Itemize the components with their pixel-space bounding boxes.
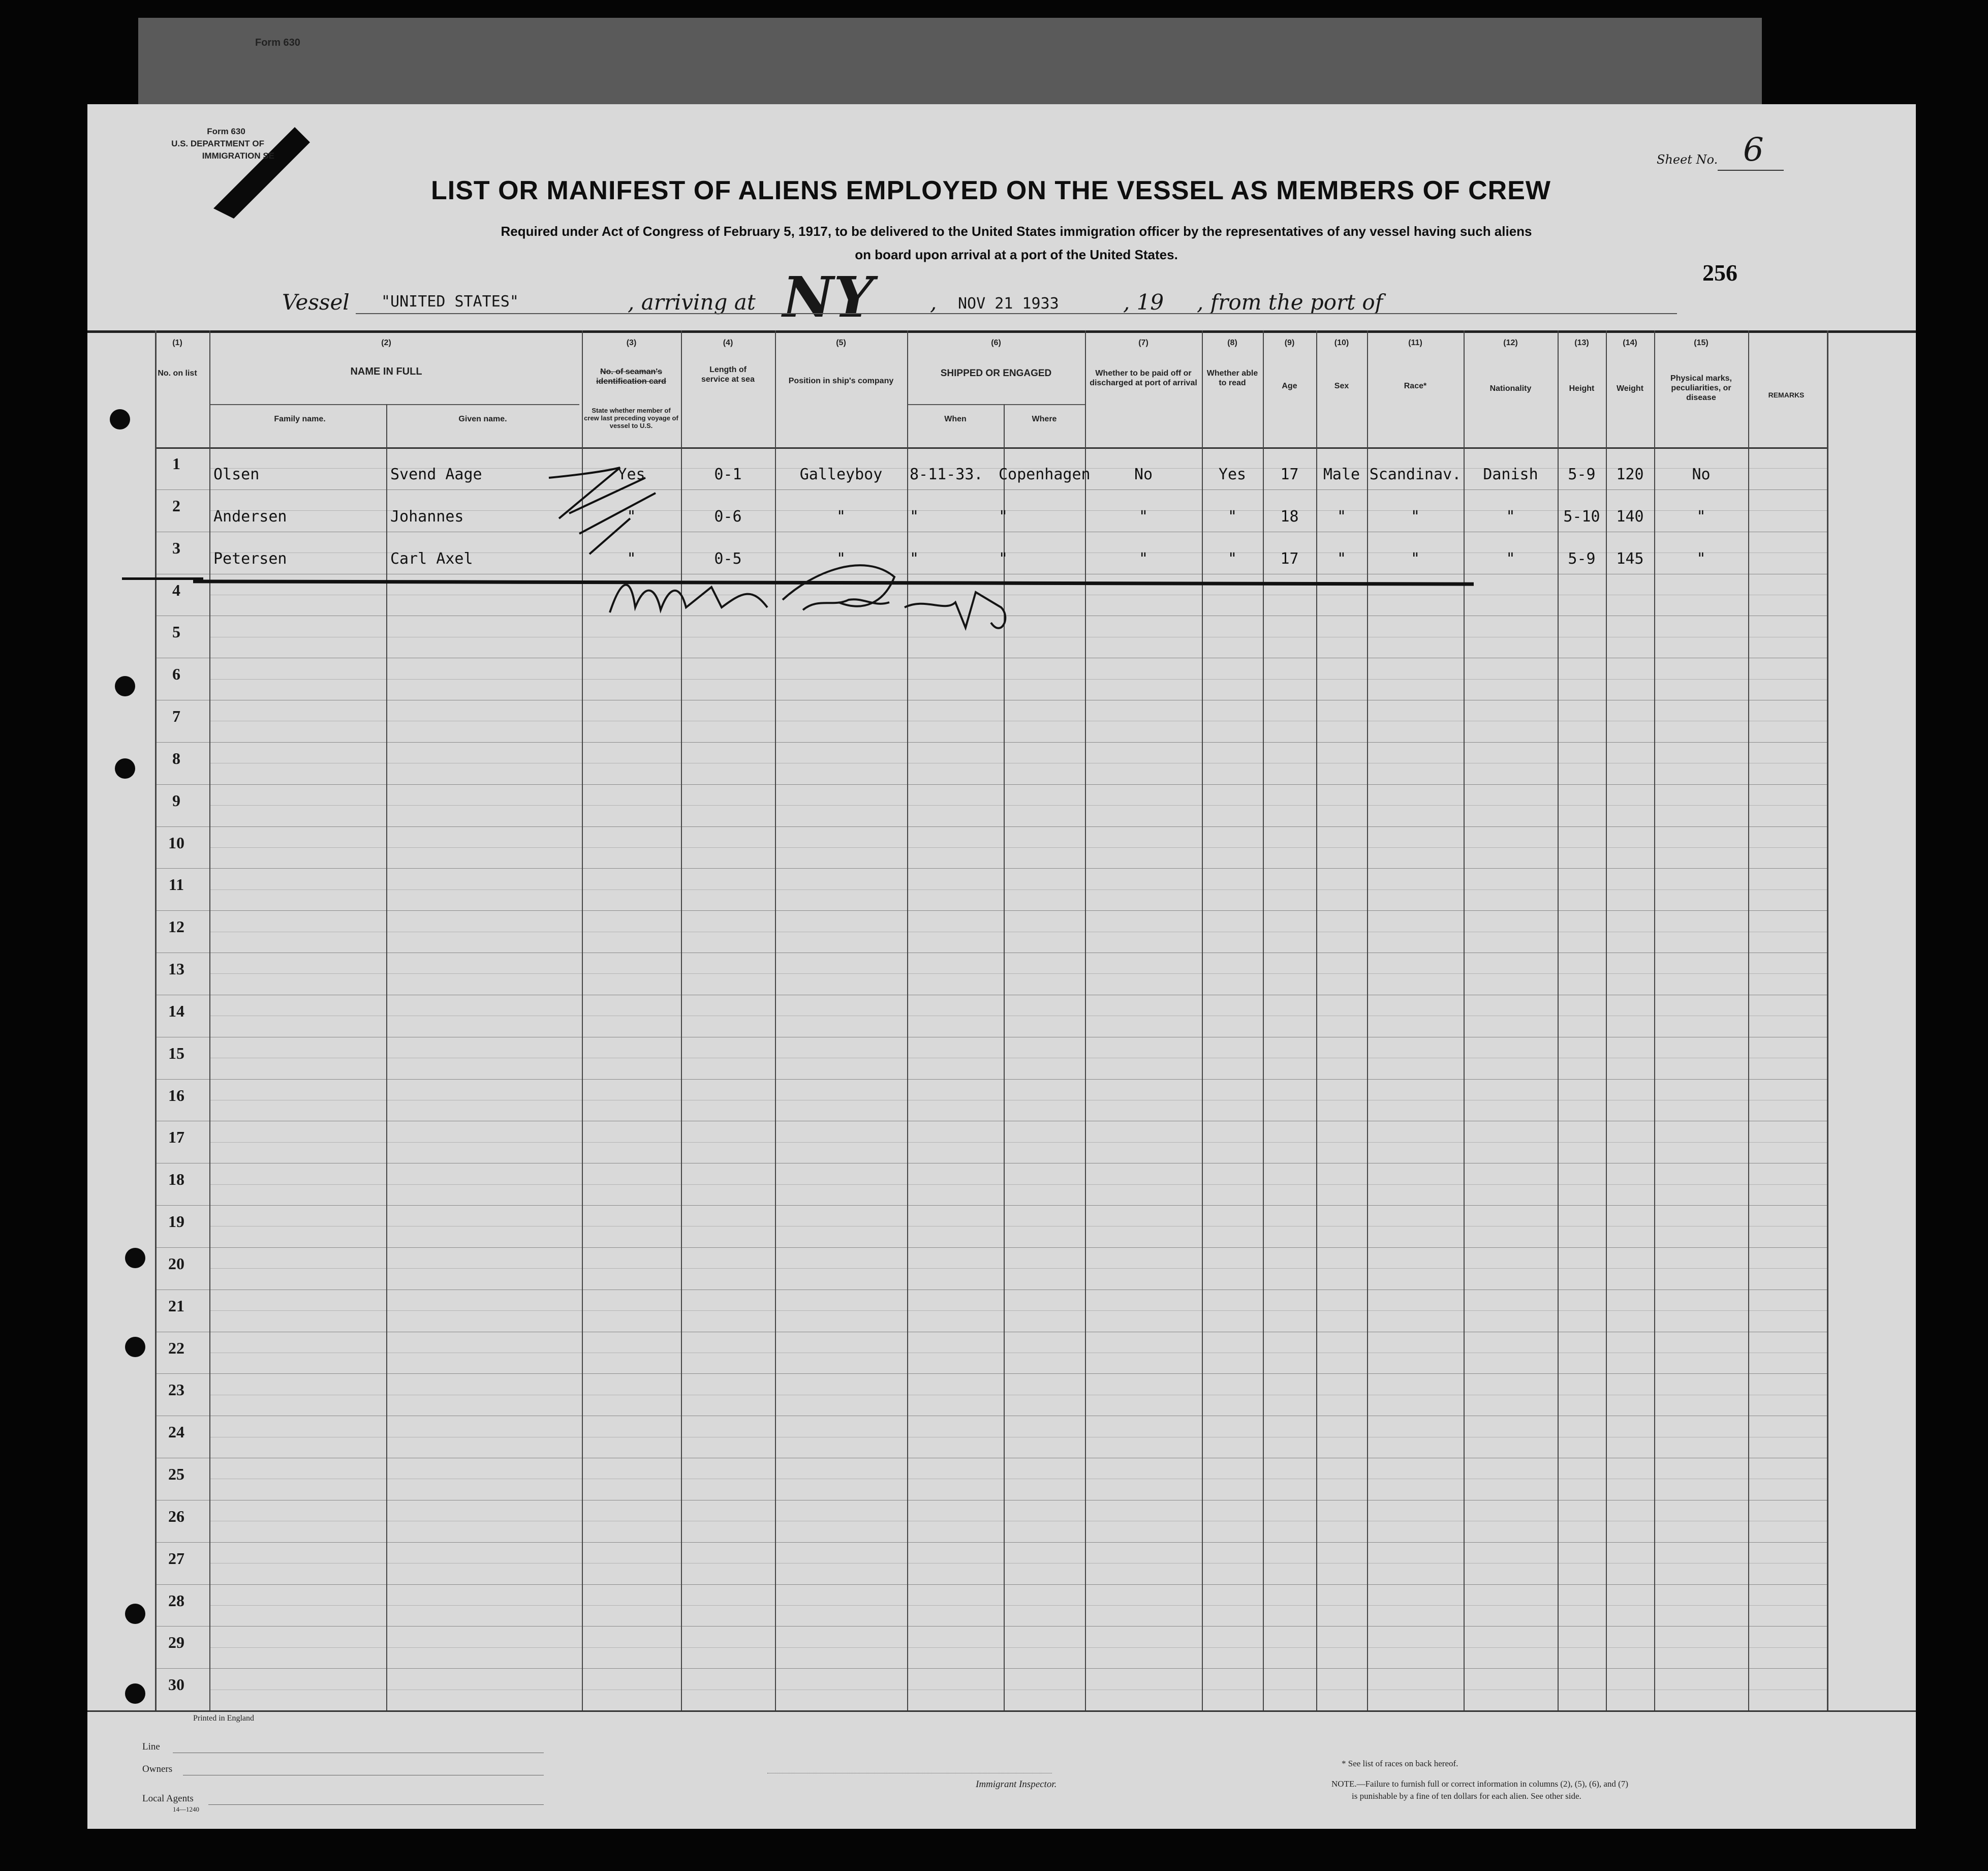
able-to-read-cell: Yes [1218, 466, 1247, 483]
row-divider [155, 826, 1827, 827]
form-number: Form 630 [207, 127, 245, 136]
weight-cell: 145 [1616, 550, 1644, 568]
line-number: 20 [168, 1254, 184, 1273]
col6-where-header: Where [1032, 415, 1057, 423]
col8-number: (8) [1227, 339, 1237, 347]
race-note: * See list of races on back hereof. [1342, 1759, 1458, 1768]
col2-given-header: Given name. [458, 415, 507, 423]
form-subtitle-2: on board upon arrival at a port of the United States. [855, 247, 1178, 262]
column-divider [1606, 330, 1607, 1710]
line-number: 19 [168, 1212, 184, 1231]
age-cell: 17 [1280, 466, 1299, 483]
line-number: 8 [172, 749, 180, 768]
line-number: 13 [168, 960, 184, 978]
row-half-rule [209, 1268, 1827, 1269]
able-to-read-cell: " [1227, 550, 1237, 568]
given-name-cell: Johannes [390, 508, 464, 526]
row-divider [155, 1079, 1827, 1080]
row-half-rule [209, 1310, 1827, 1311]
col10-number: (10) [1334, 339, 1349, 347]
length-of-service-cell: 0-6 [714, 508, 742, 526]
col6-number: (6) [991, 339, 1001, 347]
paid-off-cell: " [1138, 550, 1148, 568]
height-cell: 5-10 [1563, 508, 1600, 526]
row-divider [155, 742, 1827, 743]
form-code: 14—1240 [173, 1805, 199, 1813]
given-name-cell: Svend Aage [390, 466, 482, 483]
col12-number: (12) [1503, 339, 1518, 347]
row-divider [155, 1247, 1827, 1248]
line-number: 15 [168, 1044, 184, 1062]
race-cell: Scandinav. [1369, 466, 1462, 483]
line-number: 29 [168, 1633, 184, 1651]
physical-marks-cell: " [1696, 508, 1706, 526]
given-name-cell: Carl Axel [390, 550, 473, 568]
service-label: IMMIGRATION SE [202, 151, 274, 161]
physical-marks-cell: No [1692, 466, 1711, 483]
age-cell: 18 [1280, 508, 1299, 526]
family-name-cell: Olsen [213, 466, 260, 483]
column-divider [1464, 330, 1465, 1710]
line-number: 4 [172, 581, 180, 599]
column-divider [681, 330, 682, 1710]
column-divider [1558, 330, 1559, 1710]
row-half-rule [209, 1647, 1827, 1648]
header-bottom-border [155, 447, 1827, 449]
row-divider [155, 1542, 1827, 1543]
column-divider [1316, 330, 1317, 1710]
race-cell: " [1410, 508, 1420, 526]
col4-header: Length of service at sea [701, 365, 755, 384]
penalty-note-2: is punishable by a fine of ten dollars for each alien. See other side. [1352, 1791, 1581, 1801]
arrival-date: NOV 21 1933 [958, 295, 1059, 313]
row-divider [155, 868, 1827, 869]
line-number: 11 [168, 875, 184, 894]
able-to-read-cell: " [1227, 508, 1237, 526]
col9-number: (9) [1284, 339, 1295, 347]
col6-when-header: When [944, 415, 967, 423]
col7-header: Whether to be paid off or discharged at port of arrival [1090, 369, 1197, 387]
year-label: , 19 [1123, 290, 1164, 315]
printed-in-label: Printed in England [193, 1714, 254, 1723]
col3-number: (3) [626, 339, 637, 347]
nationality-cell: Danish [1483, 466, 1538, 483]
shipped-where-cell: " [999, 550, 1008, 568]
line-number: 7 [172, 707, 180, 725]
column-divider [1748, 330, 1749, 1710]
line-number: 12 [168, 917, 184, 936]
line-number: 30 [168, 1675, 184, 1694]
row-divider [155, 1668, 1827, 1669]
paid-off-cell: " [1138, 508, 1148, 526]
col2-family-header: Family name. [274, 415, 326, 423]
line-number: 24 [168, 1423, 184, 1441]
col5-header: Position in ship's company [788, 377, 894, 385]
row-half-rule [209, 1142, 1827, 1143]
name-subheader-line [209, 404, 579, 405]
col13-number: (13) [1574, 339, 1589, 347]
remarks-header: REMARKS [1768, 391, 1805, 399]
previous-voyage-cell: Yes [617, 466, 645, 483]
sheet-label: Sheet No. [1657, 152, 1718, 167]
row-half-rule [209, 973, 1827, 974]
col3-header: State whether member of crew last preceding voyage of vessel to U.S. [584, 407, 678, 430]
height-cell: 5-9 [1568, 466, 1596, 483]
shipped-when-cell: " [910, 550, 919, 568]
column-divider [907, 330, 908, 1710]
col14-header: Weight [1616, 384, 1644, 393]
line-number: 2 [172, 497, 180, 515]
row-half-rule [209, 679, 1827, 680]
line-number: 10 [168, 834, 184, 852]
column-divider [1367, 330, 1368, 1710]
column-divider [1654, 330, 1655, 1710]
handwritten-check-marks [539, 457, 671, 559]
line-number: 3 [172, 539, 180, 557]
family-name-cell: Petersen [213, 550, 287, 568]
column-divider [1202, 330, 1203, 1710]
shipped-when-cell: " [910, 508, 919, 526]
line-number: 6 [172, 665, 180, 683]
column-divider [1085, 330, 1086, 1710]
sex-cell: Male [1323, 466, 1360, 483]
nationality-cell: " [1506, 508, 1515, 526]
position-cell: Galleyboy [799, 466, 883, 483]
column-divider [1263, 330, 1264, 1710]
arriving-label: , arriving at [628, 290, 756, 315]
col1-header: No. on list [158, 369, 197, 378]
line-number: 16 [168, 1086, 184, 1105]
shipped-where-cell: Copenhagen [999, 466, 1091, 483]
col7-number: (7) [1138, 339, 1148, 347]
row-divider [155, 1584, 1827, 1585]
physical-marks-cell: " [1696, 550, 1706, 568]
row-divider [155, 1205, 1827, 1206]
vessel-name: "UNITED STATES" [381, 293, 519, 311]
sex-cell: " [1337, 550, 1347, 568]
row-divider [155, 784, 1827, 785]
age-cell: 17 [1280, 550, 1299, 568]
col14-number: (14) [1623, 339, 1637, 347]
sex-cell: " [1337, 508, 1347, 526]
col13-header: Height [1569, 384, 1595, 393]
line-number: 23 [168, 1381, 184, 1399]
col8-header: Whether able to read [1206, 369, 1258, 387]
row-divider [155, 910, 1827, 911]
agents-underline [208, 1804, 544, 1805]
shipped-subheader-line [907, 404, 1085, 405]
line-number: 5 [172, 623, 180, 641]
line-number: 25 [168, 1465, 184, 1483]
column-divider [209, 330, 210, 1710]
row-divider [155, 489, 1827, 490]
local-agents-label: Local Agents [142, 1793, 194, 1804]
length-of-service-cell: 0-1 [714, 466, 742, 483]
column-divider [1827, 330, 1828, 1710]
weight-cell: 140 [1616, 508, 1644, 526]
col11-header: Race* [1404, 382, 1427, 390]
col3-struck-header: No. of seaman's identification card [596, 367, 666, 386]
position-cell: " [836, 550, 846, 568]
col11-number: (11) [1408, 339, 1422, 347]
col15-header: Physical marks, peculiarities, or disease [1670, 374, 1732, 402]
previous-voyage-cell: " [627, 508, 636, 526]
weight-cell: 120 [1616, 466, 1644, 483]
shipped-where-cell: " [999, 508, 1008, 526]
line-number: 17 [168, 1128, 184, 1146]
form-subtitle-1: Required under Act of Congress of February 5, 1917, to be delivered to the United States immigration officer by the representatives of any vessel having such aliens [501, 224, 1532, 239]
column-divider [775, 330, 776, 1710]
form-title: LIST OR MANIFEST OF ALIENS EMPLOYED ON THE VESSEL AS MEMBERS OF CREW [431, 176, 1551, 205]
previous-voyage-cell: " [627, 550, 636, 568]
table-top-border [87, 330, 1916, 333]
shipped-when-cell: 8-11-33. [910, 466, 983, 483]
line-number: 28 [168, 1591, 184, 1610]
arriving-port: NY [783, 264, 874, 330]
col5-number: (5) [836, 339, 846, 347]
line-number: 18 [168, 1170, 184, 1188]
date-separator: , [930, 290, 937, 315]
column-divider [386, 404, 387, 1710]
line-number: 9 [172, 791, 180, 810]
line-number: 21 [168, 1297, 184, 1315]
col15-number: (15) [1694, 339, 1709, 347]
owners-label: Owners [142, 1764, 173, 1774]
row-half-rule [209, 805, 1827, 806]
row-divider [155, 1626, 1827, 1627]
line-label: Line [142, 1741, 160, 1752]
race-cell: " [1410, 550, 1420, 568]
from-port-label: , from the port of [1197, 290, 1383, 315]
col2-header: NAME IN FULL [350, 366, 422, 377]
row-half-rule [209, 847, 1827, 848]
page-number: 256 [1702, 260, 1737, 286]
length-of-service-cell: 0-5 [714, 550, 742, 568]
handwritten-signature [600, 551, 1037, 643]
col6-header: SHIPPED OR ENGAGED [940, 368, 1052, 379]
sheet-number: 6 [1743, 131, 1764, 169]
row-half-rule [209, 1605, 1827, 1606]
nationality-cell: " [1506, 550, 1515, 568]
penalty-note-1: NOTE.—Failure to furnish full or correct information in columns (2), (5), (6), and (7) [1331, 1779, 1628, 1789]
end-of-list-strike-left [122, 577, 203, 580]
col2-number: (2) [381, 339, 391, 347]
paid-off-cell: No [1134, 466, 1153, 483]
line-number: 1 [172, 454, 180, 473]
table-bottom-border [87, 1710, 1916, 1712]
row-half-rule [209, 1184, 1827, 1185]
family-name-cell: Andersen [213, 508, 287, 526]
department-label: U.S. DEPARTMENT OF [171, 139, 264, 148]
position-cell: " [836, 508, 846, 526]
line-number: 22 [168, 1339, 184, 1357]
line-number: 14 [168, 1002, 184, 1020]
row-divider [155, 1373, 1827, 1374]
col4-number: (4) [723, 339, 733, 347]
immigrant-inspector-label: Immigrant Inspector. [976, 1779, 1057, 1790]
col12-header: Nationality [1489, 384, 1532, 393]
line-number: 26 [168, 1507, 184, 1525]
vessel-label: Vessel [282, 290, 350, 315]
back-sheet-label: Form 630 [255, 37, 300, 48]
line-number: 27 [168, 1549, 184, 1568]
col1-number: (1) [172, 339, 182, 347]
col10-header: Sex [1334, 382, 1349, 390]
height-cell: 5-9 [1568, 550, 1596, 568]
col9-header: Age [1282, 382, 1297, 390]
